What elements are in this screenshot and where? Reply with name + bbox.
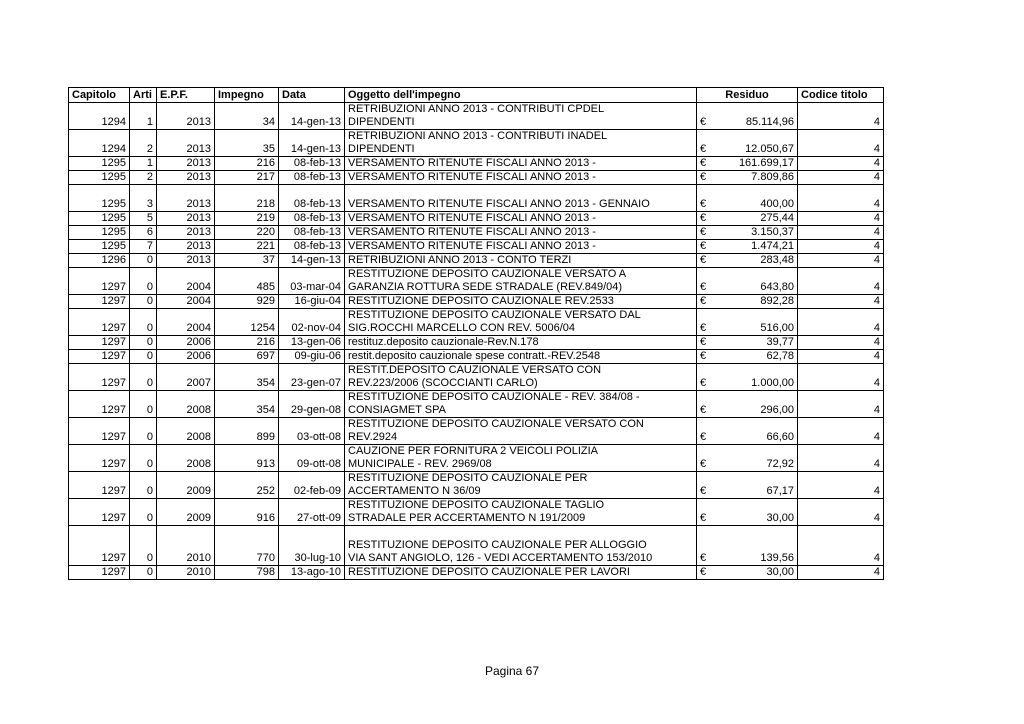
- cell-oggetto: [345, 226, 697, 240]
- cell-epf: 2004: [157, 268, 215, 295]
- cell-impegno: 913: [215, 445, 279, 472]
- cell-capitolo: 1295: [69, 240, 130, 254]
- oggetto-line: DIPENDENTI: [348, 143, 415, 155]
- cell-capitolo: 1297: [69, 336, 130, 350]
- cell-articolo: 0: [130, 268, 157, 295]
- cell-currency: €: [697, 226, 712, 240]
- cell-articolo: 0: [130, 391, 157, 418]
- cell-residuo: 85.114,96: [712, 103, 798, 130]
- header-codice-titolo: Codice titolo: [798, 88, 884, 103]
- cell-capitolo: 1296: [69, 254, 130, 268]
- cell-epf: 2008: [157, 445, 215, 472]
- oggetto-line: VERSAMENTO RITENUTE FISCALI ANNO 2013 -: [348, 157, 596, 169]
- oggetto-line: RESTIT.DEPOSITO CAUZIONALE VERSATO CON: [348, 364, 602, 376]
- cell-epf: 2006: [157, 350, 215, 364]
- cell-data: 14-gen-13: [279, 254, 345, 268]
- cell-epf: 2008: [157, 418, 215, 445]
- cell-residuo: 30,00: [712, 566, 798, 580]
- table-row: [69, 391, 884, 418]
- oggetto-line: RESTITUZIONE DEPOSITO CAUZIONALE PER ALLOGGIO: [348, 539, 647, 551]
- cell-residuo: 30,00: [712, 499, 798, 526]
- cell-articolo: 0: [130, 418, 157, 445]
- cell-impegno: 798: [215, 566, 279, 580]
- cell-residuo: 400,00: [712, 185, 798, 212]
- cell-codice-titolo: 4: [798, 212, 884, 226]
- oggetto-line: VERSAMENTO RITENUTE FISCALI ANNO 2013 -: [348, 171, 596, 183]
- oggetto-line: ACCERTAMENTO N 36/09: [348, 485, 481, 497]
- cell-oggetto: [345, 472, 697, 499]
- cell-data: 23-gen-07: [279, 364, 345, 391]
- cell-oggetto: [345, 240, 697, 254]
- oggetto-line: RESTITUZIONE DEPOSITO CAUZIONALE PER LAVORI: [348, 566, 630, 578]
- table-row: [69, 350, 884, 364]
- header-epf: E.P.F.: [157, 88, 215, 103]
- cell-impegno: 216: [215, 336, 279, 350]
- cell-impegno: 354: [215, 391, 279, 418]
- cell-currency: €: [697, 185, 712, 212]
- cell-residuo: 1.000,00: [712, 364, 798, 391]
- cell-currency: €: [697, 391, 712, 418]
- cell-oggetto: [345, 350, 697, 364]
- oggetto-line: RESTITUZIONE DEPOSITO CAUZIONALE PER: [348, 472, 588, 484]
- cell-oggetto: [345, 445, 697, 472]
- cell-oggetto: [345, 185, 697, 212]
- oggetto-line: RESTITUZIONE DEPOSITO CAUZIONALE - REV. 384/08 -: [348, 391, 640, 403]
- cell-codice-titolo: 4: [798, 364, 884, 391]
- cell-impegno: 220: [215, 226, 279, 240]
- cell-residuo: 67,17: [712, 472, 798, 499]
- header-capitolo: Capitolo: [69, 88, 130, 103]
- cell-oggetto: [345, 391, 697, 418]
- cell-data: 02-feb-09: [279, 472, 345, 499]
- oggetto-line: restituz.deposito cauzionale-Rev.N.178: [348, 336, 539, 348]
- cell-impegno: 916: [215, 499, 279, 526]
- cell-impegno: 1254: [215, 309, 279, 336]
- cell-oggetto: [345, 212, 697, 226]
- cell-impegno: 34: [215, 103, 279, 130]
- cell-oggetto: [345, 336, 697, 350]
- cell-articolo: 0: [130, 499, 157, 526]
- cell-residuo: 643,80: [712, 268, 798, 295]
- cell-articolo: 0: [130, 336, 157, 350]
- cell-data: 16-giu-04: [279, 295, 345, 309]
- cell-currency: €: [697, 526, 712, 566]
- cell-codice-titolo: 4: [798, 226, 884, 240]
- cell-capitolo: 1297: [69, 499, 130, 526]
- cell-data: 09-ott-08: [279, 445, 345, 472]
- cell-oggetto: [345, 103, 697, 130]
- cell-data: 13-gen-06: [279, 336, 345, 350]
- header-residuo: Residuo: [697, 88, 798, 103]
- cell-articolo: 2: [130, 171, 157, 185]
- cell-oggetto: [345, 171, 697, 185]
- oggetto-line: VIA SANT ANGIOLO, 126 - VEDI ACCERTAMENTO 153/2010: [348, 552, 653, 564]
- oggetto-line: CONSIAGMET SPA: [348, 404, 447, 416]
- oggetto-line: CAUZIONE PER FORNITURA 2 VEICOLI POLIZIA: [348, 445, 598, 457]
- residui-table: [68, 87, 884, 580]
- cell-oggetto: [345, 309, 697, 336]
- cell-epf: 2013: [157, 226, 215, 240]
- oggetto-line: restit.deposito cauzionale spese contratt.-REV.2548: [348, 350, 601, 362]
- table-row: [69, 526, 884, 566]
- cell-oggetto: [345, 268, 697, 295]
- table-row: [69, 171, 884, 185]
- cell-currency: €: [697, 336, 712, 350]
- cell-articolo: 0: [130, 472, 157, 499]
- cell-residuo: 62,78: [712, 350, 798, 364]
- cell-currency: €: [697, 350, 712, 364]
- table-row: [69, 499, 884, 526]
- cell-currency: €: [697, 103, 712, 130]
- cell-currency: €: [697, 171, 712, 185]
- cell-impegno: 216: [215, 157, 279, 171]
- cell-epf: 2010: [157, 566, 215, 580]
- oggetto-line: RESTITUZIONE DEPOSITO CAUZIONALE REV.2533: [348, 295, 614, 307]
- cell-codice-titolo: 4: [798, 268, 884, 295]
- oggetto-line: VERSAMENTO RITENUTE FISCALI ANNO 2013 -: [348, 212, 596, 224]
- cell-articolo: 0: [130, 566, 157, 580]
- cell-oggetto: [345, 526, 697, 566]
- cell-data: 27-ott-09: [279, 499, 345, 526]
- oggetto-line: STRADALE PER ACCERTAMENTO N 191/2009: [348, 512, 586, 524]
- cell-residuo: 72,92: [712, 445, 798, 472]
- cell-codice-titolo: 4: [798, 526, 884, 566]
- cell-residuo: 516,00: [712, 309, 798, 336]
- cell-capitolo: 1295: [69, 185, 130, 212]
- oggetto-line: [348, 185, 693, 198]
- cell-impegno: 218: [215, 185, 279, 212]
- cell-codice-titolo: 4: [798, 418, 884, 445]
- table-row: [69, 185, 884, 212]
- table-row: [69, 566, 884, 580]
- cell-impegno: 221: [215, 240, 279, 254]
- table-row: [69, 268, 884, 295]
- table-row: [69, 240, 884, 254]
- table-row: [69, 103, 884, 130]
- oggetto-line: SIG.ROCCHI MARCELLO CON REV. 5006/04: [348, 322, 576, 334]
- cell-data: 13-ago-10: [279, 566, 345, 580]
- cell-capitolo: 1297: [69, 295, 130, 309]
- cell-articolo: 2: [130, 130, 157, 157]
- cell-impegno: 899: [215, 418, 279, 445]
- cell-impegno: 252: [215, 472, 279, 499]
- cell-epf: 2010: [157, 526, 215, 566]
- cell-currency: €: [697, 499, 712, 526]
- cell-impegno: 929: [215, 295, 279, 309]
- cell-codice-titolo: 4: [798, 185, 884, 212]
- cell-currency: €: [697, 254, 712, 268]
- table-row: [69, 157, 884, 171]
- table-row: [69, 295, 884, 309]
- cell-data: 14-gen-13: [279, 130, 345, 157]
- cell-currency: €: [697, 418, 712, 445]
- cell-articolo: 7: [130, 240, 157, 254]
- table-row: [69, 254, 884, 268]
- cell-impegno: 37: [215, 254, 279, 268]
- cell-articolo: 0: [130, 350, 157, 364]
- oggetto-line: DIPENDENTI: [348, 116, 415, 128]
- cell-data: 14-gen-13: [279, 103, 345, 130]
- cell-articolo: 1: [130, 103, 157, 130]
- cell-data: 08-feb-13: [279, 226, 345, 240]
- cell-data: 30-lug-10: [279, 526, 345, 566]
- cell-currency: €: [697, 445, 712, 472]
- cell-oggetto: [345, 418, 697, 445]
- cell-codice-titolo: 4: [798, 130, 884, 157]
- cell-residuo: 1.474,21: [712, 240, 798, 254]
- oggetto-line: RETRIBUZIONI ANNO 2013 - CONTRIBUTI CPDEL: [348, 103, 605, 115]
- cell-epf: 2004: [157, 309, 215, 336]
- cell-articolo: 0: [130, 526, 157, 566]
- cell-capitolo: 1294: [69, 130, 130, 157]
- cell-residuo: 161.699,17: [712, 157, 798, 171]
- cell-codice-titolo: 4: [798, 350, 884, 364]
- cell-impegno: 35: [215, 130, 279, 157]
- cell-currency: €: [697, 130, 712, 157]
- cell-codice-titolo: 4: [798, 254, 884, 268]
- cell-oggetto: [345, 254, 697, 268]
- cell-residuo: 275,44: [712, 212, 798, 226]
- table-row: [69, 226, 884, 240]
- cell-epf: 2013: [157, 185, 215, 212]
- cell-epf: 2013: [157, 254, 215, 268]
- cell-residuo: 39,77: [712, 336, 798, 350]
- cell-articolo: 6: [130, 226, 157, 240]
- cell-data: 08-feb-13: [279, 157, 345, 171]
- cell-codice-titolo: 4: [798, 472, 884, 499]
- cell-codice-titolo: 4: [798, 445, 884, 472]
- table-row: [69, 309, 884, 336]
- cell-data: 02-nov-04: [279, 309, 345, 336]
- cell-impegno: 217: [215, 171, 279, 185]
- cell-codice-titolo: 4: [798, 309, 884, 336]
- cell-epf: 2009: [157, 499, 215, 526]
- cell-residuo: 7.809,86: [712, 171, 798, 185]
- cell-capitolo: 1295: [69, 212, 130, 226]
- cell-capitolo: 1297: [69, 418, 130, 445]
- cell-data: 29-gen-08: [279, 391, 345, 418]
- cell-epf: 2013: [157, 157, 215, 171]
- cell-currency: €: [697, 157, 712, 171]
- cell-capitolo: 1297: [69, 472, 130, 499]
- cell-epf: 2006: [157, 336, 215, 350]
- cell-codice-titolo: 4: [798, 295, 884, 309]
- table-row: [69, 212, 884, 226]
- cell-epf: 2004: [157, 295, 215, 309]
- table-row: [69, 130, 884, 157]
- cell-codice-titolo: 4: [798, 157, 884, 171]
- cell-data: 09-giu-06: [279, 350, 345, 364]
- cell-codice-titolo: 4: [798, 103, 884, 130]
- cell-residuo: 296,00: [712, 391, 798, 418]
- oggetto-line: VERSAMENTO RITENUTE FISCALI ANNO 2013 -: [348, 240, 596, 252]
- cell-epf: 2013: [157, 240, 215, 254]
- cell-articolo: 5: [130, 212, 157, 226]
- page-number: Pagina 67: [484, 664, 540, 678]
- table-body: [69, 103, 884, 580]
- cell-epf: 2013: [157, 130, 215, 157]
- cell-codice-titolo: 4: [798, 499, 884, 526]
- cell-currency: €: [697, 240, 712, 254]
- cell-articolo: 0: [130, 309, 157, 336]
- table-row: [69, 445, 884, 472]
- cell-residuo: 139,56: [712, 526, 798, 566]
- oggetto-line: RESTITUZIONE DEPOSITO CAUZIONALE VERSATO A: [348, 268, 627, 280]
- cell-codice-titolo: 4: [798, 336, 884, 350]
- cell-currency: €: [697, 472, 712, 499]
- cell-epf: 2013: [157, 171, 215, 185]
- cell-oggetto: [345, 157, 697, 171]
- cell-data: 08-feb-13: [279, 240, 345, 254]
- oggetto-line: REV.223/2006 (SCOCCIANTI CARLO): [348, 377, 538, 389]
- cell-currency: €: [697, 295, 712, 309]
- cell-capitolo: 1294: [69, 103, 130, 130]
- oggetto-line: RESTITUZIONE DEPOSITO CAUZIONALE TAGLIO: [348, 499, 605, 511]
- cell-codice-titolo: 4: [798, 566, 884, 580]
- cell-oggetto: [345, 499, 697, 526]
- cell-residuo: 66,60: [712, 418, 798, 445]
- oggetto-line: RETRIBUZIONI ANNO 2013 - CONTO TERZI: [348, 254, 572, 266]
- cell-capitolo: 1297: [69, 364, 130, 391]
- cell-data: 03-mar-04: [279, 268, 345, 295]
- header-articolo: Arti: [130, 88, 157, 103]
- oggetto-line: VERSAMENTO RITENUTE FISCALI ANNO 2013 - GENNAIO: [348, 198, 650, 210]
- cell-impegno: 485: [215, 268, 279, 295]
- cell-currency: €: [697, 566, 712, 580]
- cell-capitolo: 1297: [69, 268, 130, 295]
- cell-capitolo: 1295: [69, 226, 130, 240]
- cell-impegno: 354: [215, 364, 279, 391]
- cell-capitolo: 1297: [69, 566, 130, 580]
- cell-residuo: 12.050,67: [712, 130, 798, 157]
- table-row: [69, 418, 884, 445]
- cell-residuo: 3.150,37: [712, 226, 798, 240]
- oggetto-line: RESTITUZIONE DEPOSITO CAUZIONALE VERSATO CON: [348, 418, 644, 430]
- cell-currency: €: [697, 309, 712, 336]
- oggetto-line: RESTITUZIONE DEPOSITO CAUZIONALE VERSATO DAL: [348, 309, 641, 321]
- cell-residuo: 283,48: [712, 254, 798, 268]
- oggetto-line: [348, 526, 693, 539]
- cell-epf: 2008: [157, 391, 215, 418]
- cell-epf: 2013: [157, 103, 215, 130]
- oggetto-line: REV.2924: [348, 431, 398, 443]
- cell-oggetto: [345, 295, 697, 309]
- oggetto-line: RETRIBUZIONI ANNO 2013 - CONTRIBUTI INADEL: [348, 130, 608, 142]
- cell-articolo: 0: [130, 254, 157, 268]
- table-row: [69, 364, 884, 391]
- header-oggetto: Oggetto dell'impegno: [345, 88, 697, 103]
- cell-capitolo: 1295: [69, 171, 130, 185]
- table-row: [69, 336, 884, 350]
- cell-data: 03-ott-08: [279, 418, 345, 445]
- cell-capitolo: 1297: [69, 526, 130, 566]
- cell-data: 08-feb-13: [279, 185, 345, 212]
- cell-currency: €: [697, 268, 712, 295]
- cell-impegno: 219: [215, 212, 279, 226]
- cell-residuo: 892,28: [712, 295, 798, 309]
- cell-articolo: 1: [130, 157, 157, 171]
- header-impegno: Impegno: [215, 88, 279, 103]
- cell-data: 08-feb-13: [279, 171, 345, 185]
- cell-capitolo: 1295: [69, 157, 130, 171]
- cell-epf: 2013: [157, 212, 215, 226]
- table-row: [69, 472, 884, 499]
- cell-articolo: 0: [130, 295, 157, 309]
- cell-capitolo: 1297: [69, 309, 130, 336]
- header-data: Data: [279, 88, 345, 103]
- cell-capitolo: 1297: [69, 445, 130, 472]
- cell-capitolo: 1297: [69, 350, 130, 364]
- oggetto-line: MUNICIPALE - REV. 2969/08: [348, 458, 492, 470]
- oggetto-line: GARANZIA ROTTURA SEDE STRADALE (REV.849/04): [348, 281, 623, 293]
- cell-impegno: 697: [215, 350, 279, 364]
- cell-currency: €: [697, 364, 712, 391]
- oggetto-line: VERSAMENTO RITENUTE FISCALI ANNO 2013 -: [348, 226, 596, 238]
- cell-codice-titolo: 4: [798, 240, 884, 254]
- cell-articolo: 0: [130, 364, 157, 391]
- cell-epf: 2007: [157, 364, 215, 391]
- cell-articolo: 0: [130, 445, 157, 472]
- cell-codice-titolo: 4: [798, 171, 884, 185]
- cell-codice-titolo: 4: [798, 391, 884, 418]
- cell-oggetto: [345, 130, 697, 157]
- cell-capitolo: 1297: [69, 391, 130, 418]
- header-row: [69, 88, 884, 103]
- cell-impegno: 770: [215, 526, 279, 566]
- cell-articolo: 3: [130, 185, 157, 212]
- cell-epf: 2009: [157, 472, 215, 499]
- cell-oggetto: [345, 566, 697, 580]
- cell-oggetto: [345, 364, 697, 391]
- cell-data: 08-feb-13: [279, 212, 345, 226]
- cell-currency: €: [697, 212, 712, 226]
